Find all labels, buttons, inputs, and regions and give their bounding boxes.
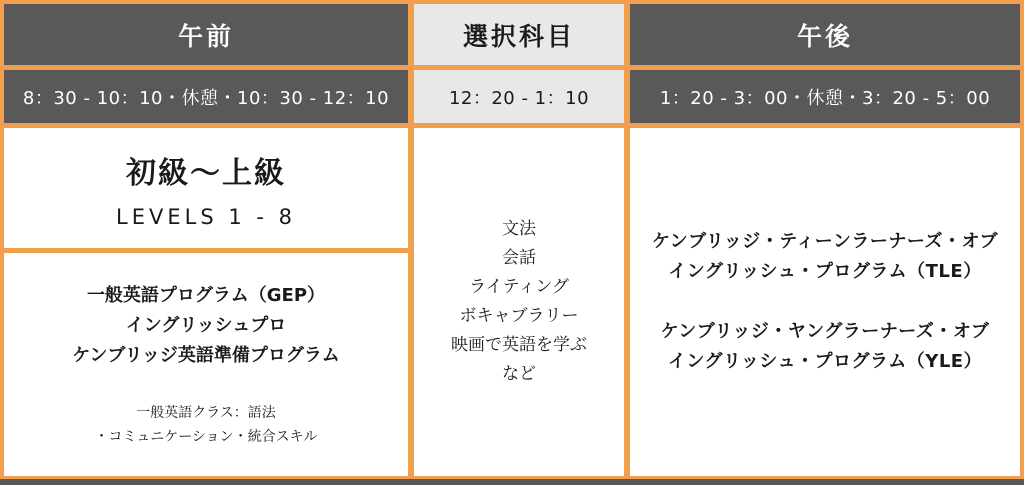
morning-header-cell: 午前: [4, 4, 408, 65]
elective-header-cell: 選択科目: [414, 4, 624, 65]
column-afternoon: [630, 4, 1020, 476]
elective-item: 映画で英語を学ぶ: [451, 335, 587, 355]
morning-programs-cell: [4, 253, 408, 476]
afternoon-program-line: ケンブリッジ・ヤングラーナーズ・オブ: [660, 321, 990, 342]
morning-program-list: [72, 281, 339, 371]
afternoon-header-cell: 午後: [630, 4, 1020, 65]
morning-time-cell: 8：30 - 10：10・休憩・10：30 - 12：10: [4, 70, 408, 123]
elective-item: ライティング: [469, 277, 569, 297]
elective-item: 文法: [502, 219, 536, 239]
morning-body: [4, 128, 408, 476]
morning-note-line: ・コミュニケーション・統合スキル: [94, 428, 318, 445]
level-range-title: 初級〜上級: [126, 155, 286, 191]
afternoon-program-line: イングリッシュ・プログラム（YLE）: [667, 351, 983, 372]
elective-body-cell: [414, 128, 624, 476]
afternoon-body-cell: [630, 128, 1020, 476]
morning-note: [94, 401, 317, 449]
afternoon-program-line: イングリッシュ・プログラム（TLE）: [668, 261, 982, 282]
level-range-subtitle: LEVELS 1 - 8: [116, 204, 296, 229]
elective-time-cell: 12：20 - 1：10: [414, 70, 624, 123]
afternoon-time-cell: 1：20 - 3：00・休憩・3：20 - 5：00: [630, 70, 1020, 123]
morning-program-item: 一般英語プログラム（GEP）: [86, 284, 326, 306]
afternoon-program-yle: [661, 317, 990, 377]
morning-program-item: イングリッシュプロ: [125, 314, 287, 336]
column-morning: [4, 4, 408, 476]
morning-level-cell: [4, 128, 408, 248]
next-row-partial-strip: [0, 479, 1024, 485]
elective-item: ボキャブラリー: [459, 306, 579, 326]
morning-note-line: 一般英語クラス：語法: [136, 404, 276, 421]
morning-program-item: ケンブリッジ英語準備プログラム: [72, 344, 340, 366]
afternoon-program-line: ケンブリッジ・ティーンラーナーズ・オブ: [652, 231, 998, 252]
column-elective: [414, 4, 624, 476]
elective-item: など: [502, 364, 536, 384]
afternoon-program-tle: [652, 227, 998, 287]
elective-item: 会話: [502, 248, 536, 268]
